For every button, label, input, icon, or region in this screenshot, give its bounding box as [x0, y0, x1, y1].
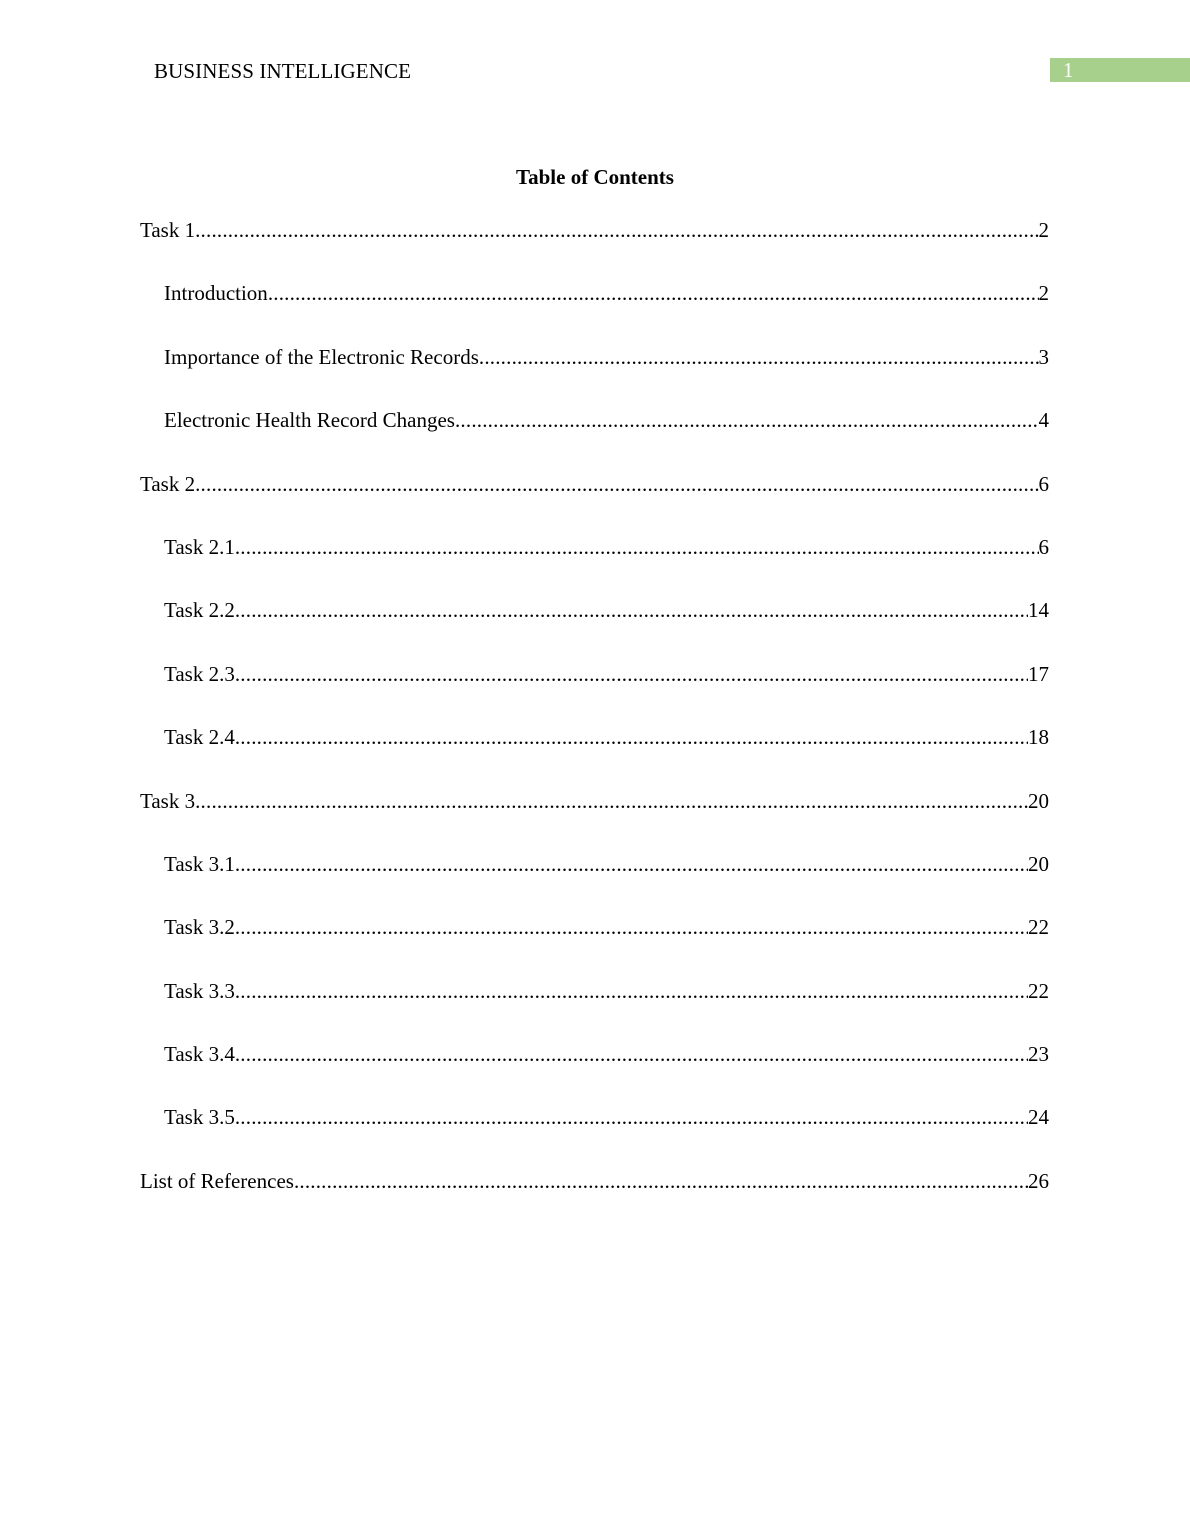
- toc-entry-task-2-1[interactable]: [140, 533, 1049, 596]
- toc-dot-leader: [268, 279, 1039, 307]
- toc-entry-page: 26: [1028, 1168, 1049, 1193]
- toc-entry-page: 6: [1038, 471, 1049, 496]
- toc-entry-label: Task 3.1: [164, 851, 235, 876]
- toc-dot-leader: [195, 470, 1038, 498]
- toc-dot-leader: [479, 343, 1039, 371]
- toc-entry-page: 6: [1038, 534, 1049, 559]
- toc-dot-leader: [235, 533, 1039, 561]
- toc-entry-task-1[interactable]: [140, 216, 1049, 279]
- toc-dot-leader: [235, 850, 1028, 878]
- toc-entry-label: Task 3.3: [164, 978, 235, 1003]
- toc-entry-label: Task 2.2: [164, 598, 235, 623]
- toc-entry-list-of-references[interactable]: [140, 1167, 1049, 1230]
- toc-entry-page: 20: [1028, 788, 1049, 813]
- toc-entry-label: Task 1: [140, 218, 196, 242]
- toc-entry-task-2-3[interactable]: [140, 660, 1049, 723]
- toc-entry-page: 24: [1028, 1105, 1049, 1130]
- toc-entry-page: 4: [1038, 408, 1049, 433]
- toc-entry-task-3[interactable]: [140, 787, 1049, 850]
- toc-entry-label: Task 3.5: [164, 1105, 235, 1130]
- toc-entry-label: Electronic Health Record Changes: [164, 408, 455, 433]
- page-number: 1: [1063, 58, 1074, 82]
- toc-dot-leader: [235, 1103, 1028, 1131]
- toc-entry-page: 23: [1028, 1042, 1049, 1067]
- table-of-contents: [140, 216, 1049, 1230]
- toc-entry-label: Task 2: [140, 471, 196, 496]
- toc-entry-page: 17: [1028, 661, 1049, 686]
- toc-dot-leader: [235, 660, 1028, 688]
- toc-entry-page: 2: [1038, 218, 1049, 242]
- toc-dot-leader: [235, 913, 1028, 941]
- toc-entry-importance-electronic-records[interactable]: [140, 343, 1049, 406]
- toc-dot-leader: [195, 787, 1028, 815]
- toc-dot-leader: [235, 977, 1028, 1005]
- toc-entry-label: Task 3: [140, 788, 196, 813]
- toc-dot-leader: [195, 216, 1038, 244]
- toc-heading: Table of Contents: [516, 165, 674, 189]
- toc-dot-leader: [235, 723, 1028, 751]
- toc-entry-task-2-4[interactable]: [140, 723, 1049, 786]
- toc-entry-page: 18: [1028, 725, 1049, 750]
- toc-dot-leader: [455, 406, 1039, 434]
- toc-entry-label: Task 2.4: [164, 725, 235, 750]
- toc-dot-leader: [235, 1040, 1028, 1068]
- toc-entry-page: 3: [1038, 344, 1049, 369]
- toc-entry-label: Introduction: [164, 281, 268, 306]
- toc-entry-page: 22: [1028, 978, 1049, 1003]
- toc-entry-task-2[interactable]: [140, 470, 1049, 533]
- toc-entry-label: List of References: [140, 1168, 294, 1193]
- toc-entry-page: 22: [1028, 915, 1049, 940]
- toc-entry-label: Task 3.2: [164, 915, 235, 940]
- toc-entry-task-3-3[interactable]: [140, 977, 1049, 1040]
- toc-entry-label: Task 2.1: [164, 534, 235, 559]
- toc-entry-page: 20: [1028, 851, 1049, 876]
- toc-entry-task-3-4[interactable]: [140, 1040, 1049, 1103]
- toc-entry-label: Task 3.4: [164, 1042, 235, 1067]
- page-number-badge: [1050, 58, 1190, 82]
- toc-dot-leader: [294, 1167, 1028, 1195]
- toc-dot-leader: [235, 596, 1028, 624]
- toc-entry-task-3-2[interactable]: [140, 913, 1049, 976]
- toc-entry-ehr-changes[interactable]: [140, 406, 1049, 469]
- toc-entry-introduction[interactable]: [140, 279, 1049, 342]
- toc-entry-page: 14: [1028, 598, 1049, 623]
- toc-entry-task-3-5[interactable]: [140, 1103, 1049, 1166]
- toc-entry-label: Task 2.3: [164, 661, 235, 686]
- toc-entry-label: Importance of the Electronic Records: [164, 344, 479, 369]
- toc-entry-page: 2: [1038, 281, 1049, 306]
- toc-entry-task-3-1[interactable]: [140, 850, 1049, 913]
- toc-entry-task-2-2[interactable]: [140, 596, 1049, 659]
- running-header-title: BUSINESS INTELLIGENCE: [154, 59, 412, 83]
